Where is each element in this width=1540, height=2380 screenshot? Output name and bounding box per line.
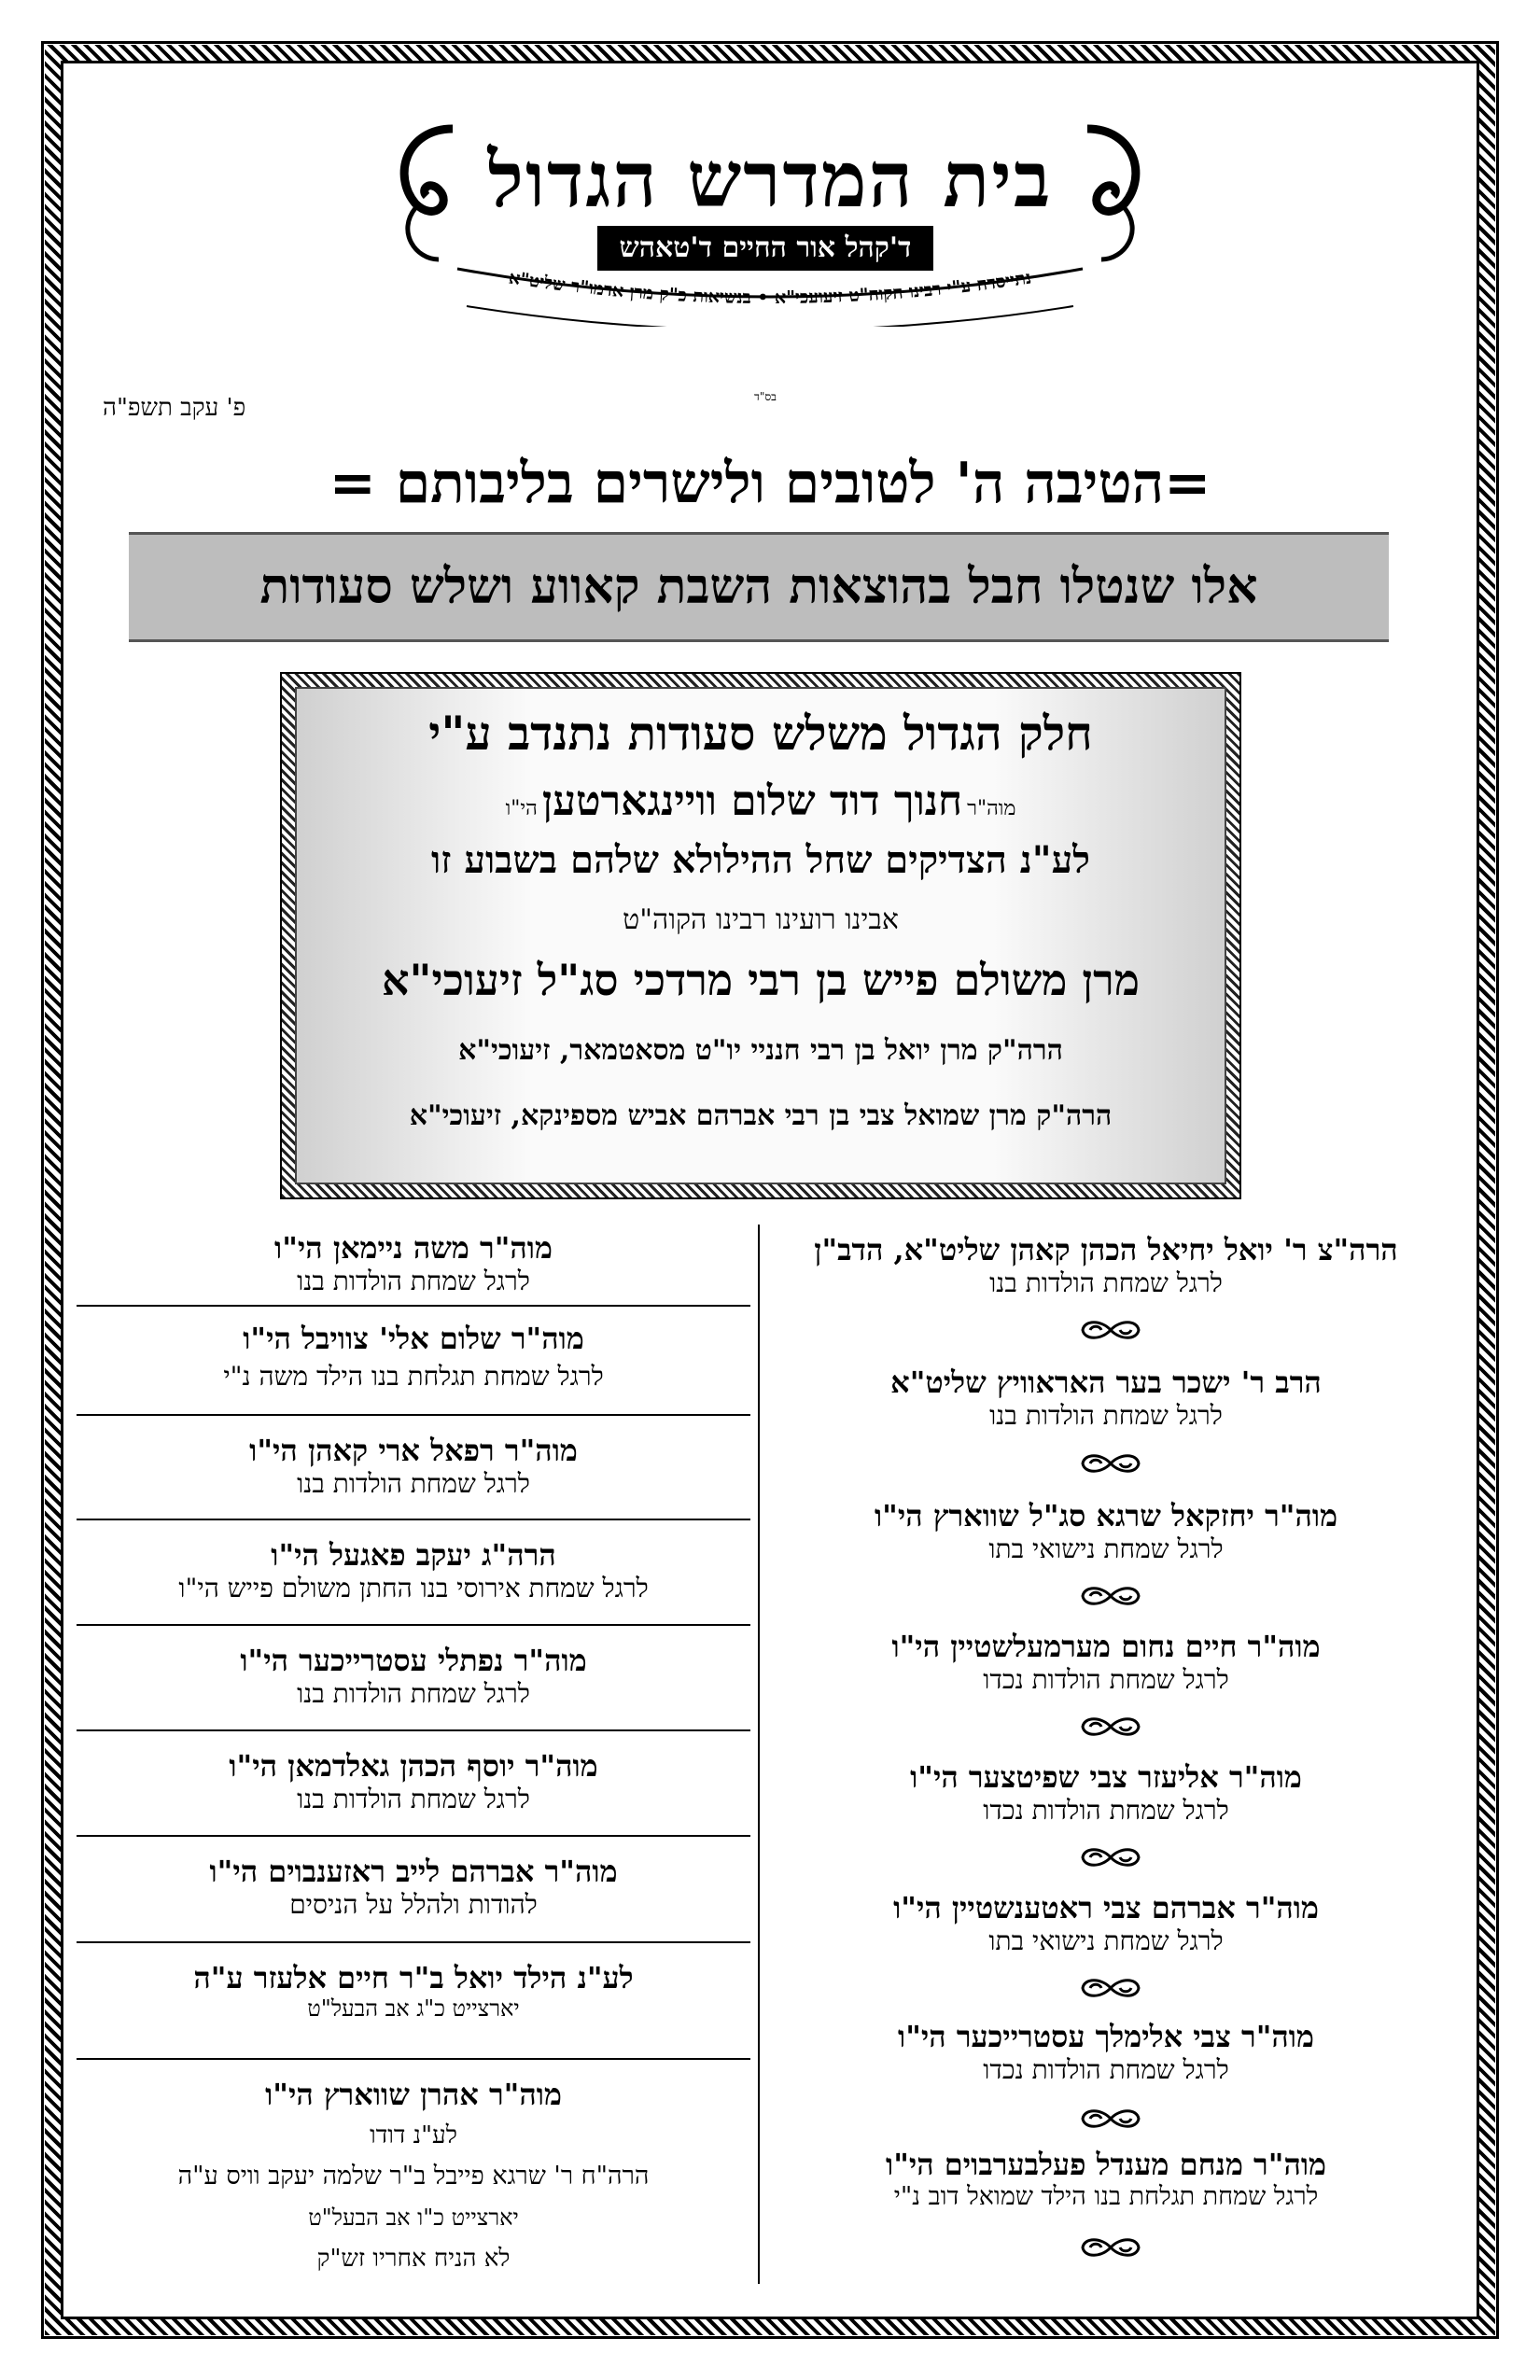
memorial-line: לע"נ דודו: [370, 2121, 457, 2149]
featured-box: [280, 672, 1241, 1199]
donor-name: מוה"ר אברהם לייב ראזענבוים הי"ו: [209, 1854, 618, 1889]
occasion: לרגל שמחת הולדות בנו: [989, 1400, 1223, 1431]
donor-name: מוה"ר צבי אלימלך עסטרייכער הי"ו: [898, 2019, 1314, 2054]
occasion: לרגל שמחת הולדות בנו: [297, 1784, 530, 1814]
parsha-label: פ' עקב תשפ"ה: [103, 394, 246, 422]
row-divider: [77, 1729, 750, 1731]
left-entry: [77, 1960, 750, 2023]
right-entry: [779, 1759, 1433, 1827]
donor-name: מוה"ר נפתלי עסטרייכער הי"ו: [240, 1643, 587, 1678]
ornament-icon: [1064, 2107, 1157, 2131]
occasion: לרגל שמחת הולדות נכדו: [983, 2054, 1229, 2085]
left-entry: [77, 1316, 750, 1393]
donor-name: מוה"ר אברהם צבי ראטענשטיין הי"ו: [893, 1890, 1319, 1925]
logo: [387, 112, 1153, 331]
right-entry: [779, 1498, 1433, 1565]
donor-name: הרב ר' ישכר בער האראוויץ שליט"א: [890, 1365, 1322, 1400]
ornament-icon: [1064, 1715, 1157, 1739]
occasion: לרגל שמחת תגלחת בנו הילד משה נ"י: [223, 1361, 604, 1392]
row-divider: [77, 1305, 750, 1307]
donor-name: חנוך דוד שלום וויינגארטען: [541, 777, 963, 825]
row-divider: [77, 2058, 750, 2060]
row-divider: [77, 1414, 750, 1416]
right-entry: [779, 2019, 1433, 2086]
occasion: לרגל שמחת נישואי בתו: [988, 1533, 1224, 1564]
left-entry: [77, 1643, 750, 1710]
donor-name: מוה"ר חיים נחום מערמעלשטיין הי"ו: [891, 1629, 1321, 1664]
donor-name: מוה"ר אליעזר צבי שפיטצער הי"ו: [910, 1759, 1302, 1795]
svg-text:נתייסדה ע"י רבינו הקוה"ט זיעוע: [508, 267, 1033, 308]
donor-name: לע"נ הילד יואל ב"ר חיים אלעזר ע"ה: [193, 1960, 634, 1995]
ornament-icon: [1064, 1845, 1157, 1869]
ornament-icon: [1064, 1451, 1157, 1476]
main-title: =הטיבה ה' לטובים ולישרים בליבותם =: [329, 451, 1211, 516]
right-entry: [779, 1890, 1433, 1957]
logo-subtitle: ד'קהל אור החיים ד'טאהש: [597, 226, 933, 271]
left-entry-memorial: [77, 2074, 750, 2279]
column-divider: [758, 1225, 760, 2284]
left-entry: [77, 1537, 750, 1604]
bsd-mark: בס"ד: [754, 390, 777, 403]
featured-line3: לע"נ הצדיקים שחל ההילולא שלהם בשבוע זו: [431, 838, 1090, 882]
occasion: להודות ולהלל על הניסים: [289, 1889, 538, 1920]
banner: [129, 532, 1389, 642]
logo-arc: [443, 261, 1097, 327]
ornament-icon: [1064, 1976, 1157, 2000]
occasion: יארצייט כ"ג אב הבעל"ט: [307, 1995, 520, 2022]
memorial-line: לא הניח אחריו זש"ק: [316, 2245, 511, 2273]
donor-name: מוה"ר אהרן שווארץ הי"ו: [265, 2077, 562, 2112]
right-entry: [779, 1629, 1433, 1696]
occasion: לרגל שמחת הולדות בנו: [297, 1678, 530, 1709]
left-entry: [77, 1748, 750, 1815]
occasion: לרגל שמחת נישואי בתו: [988, 1925, 1224, 1956]
donor-name: מוה"ר שלום אלי' צוויבל הי"ו: [243, 1321, 584, 1356]
left-entry: [77, 1433, 750, 1500]
occasion: לרגל שמחת הולדות בנו: [297, 1468, 530, 1499]
title-suffix: הי"ו: [505, 797, 538, 820]
title-prefix: מוה"ר: [967, 797, 1016, 820]
ornament-icon: [1064, 1584, 1157, 1608]
featured-line4: אבינו רועינו רבינו הקוה"ט: [623, 903, 899, 936]
logo-arc-text: נתייסדה ע"י רבינו הקוה"ט זיעועכי"א • בנשיאות כ"ק מרן אדמו"ר שליט"א: [507, 267, 1033, 309]
occasion: לרגל שמחת הולדות בנו: [989, 1267, 1223, 1298]
ornament-icon: [1064, 1318, 1157, 1342]
occasion: לרגל שמחת אירוסי בנו החתן משולם פייש הי"ו: [178, 1573, 649, 1603]
memorial-line: יארצייט כ"ו אב הבעל"ט: [308, 2205, 519, 2231]
donor-name: הרה"צ ר' יואל יחיאל הכהן קאהן שליט"א, הדב"ן: [814, 1232, 1398, 1267]
row-divider: [77, 1519, 750, 1520]
right-entry: [779, 2147, 1433, 2211]
left-entry: [77, 1230, 750, 1297]
left-entry: [77, 1854, 750, 1921]
occasion: לרגל שמחת הולדות בנו: [297, 1266, 530, 1296]
donor-name: מוה"ר מנחם מענדל פעלבערבוים הי"ו: [886, 2147, 1326, 2182]
row-divider: [77, 1835, 750, 1837]
donor-name: מוה"ר יוסף הכהן גאלדמאן הי"ו: [229, 1748, 598, 1784]
logo-title: בית המדרש הגדול: [487, 135, 1053, 225]
right-entry: [779, 1232, 1433, 1299]
featured-line6: הרה"ק מרן יואל בן רבי חנניי יו"ט מסאטמאר, זיעוכי"א: [458, 1034, 1063, 1067]
featured-line1: חלק הגדול משלש סעודות נתנדב ע"י: [428, 706, 1093, 761]
donor-name: מוה"ר רפאל ארי קאהן הי"ו: [249, 1433, 578, 1468]
occasion: לרגל שמחת הולדות נכדו: [983, 1795, 1229, 1826]
row-divider: [77, 1941, 750, 1943]
occasion: לרגל שמחת תגלחת בנו הילד שמואל דוב נ"י: [893, 2182, 1319, 2211]
donor-name: מוה"ר יחזקאל שרגא סג"ל שווארץ הי"ו: [874, 1498, 1338, 1533]
banner-text: אלו שנטלו חבל בהוצאות השבת קאווע ושלש סעודות: [259, 558, 1258, 615]
donor-name: מוה"ר משה ניימאן הי"ו: [274, 1230, 553, 1266]
ornament-icon: [1064, 2235, 1157, 2260]
right-entry: [779, 1365, 1433, 1432]
featured-line2: [297, 777, 1225, 825]
row-divider: [77, 1624, 750, 1626]
memorial-line: הרה"ח ר' שרגא פייבל ב"ר שלמה יעקב וויס ע"ה: [177, 2162, 650, 2191]
featured-line5: מרן משולם פייש בן רבי מרדכי סג"ל זיעוכי"א: [381, 955, 1141, 1005]
featured-line7: הרה"ק מרן שמואל צבי בן רבי אברהם אביש מספינקא, זיעוכי"א: [409, 1099, 1113, 1132]
occasion: לרגל שמחת הולדות נכדו: [983, 1664, 1229, 1695]
donor-name: הרה"ג יעקב פאגעל הי"ו: [271, 1537, 556, 1573]
